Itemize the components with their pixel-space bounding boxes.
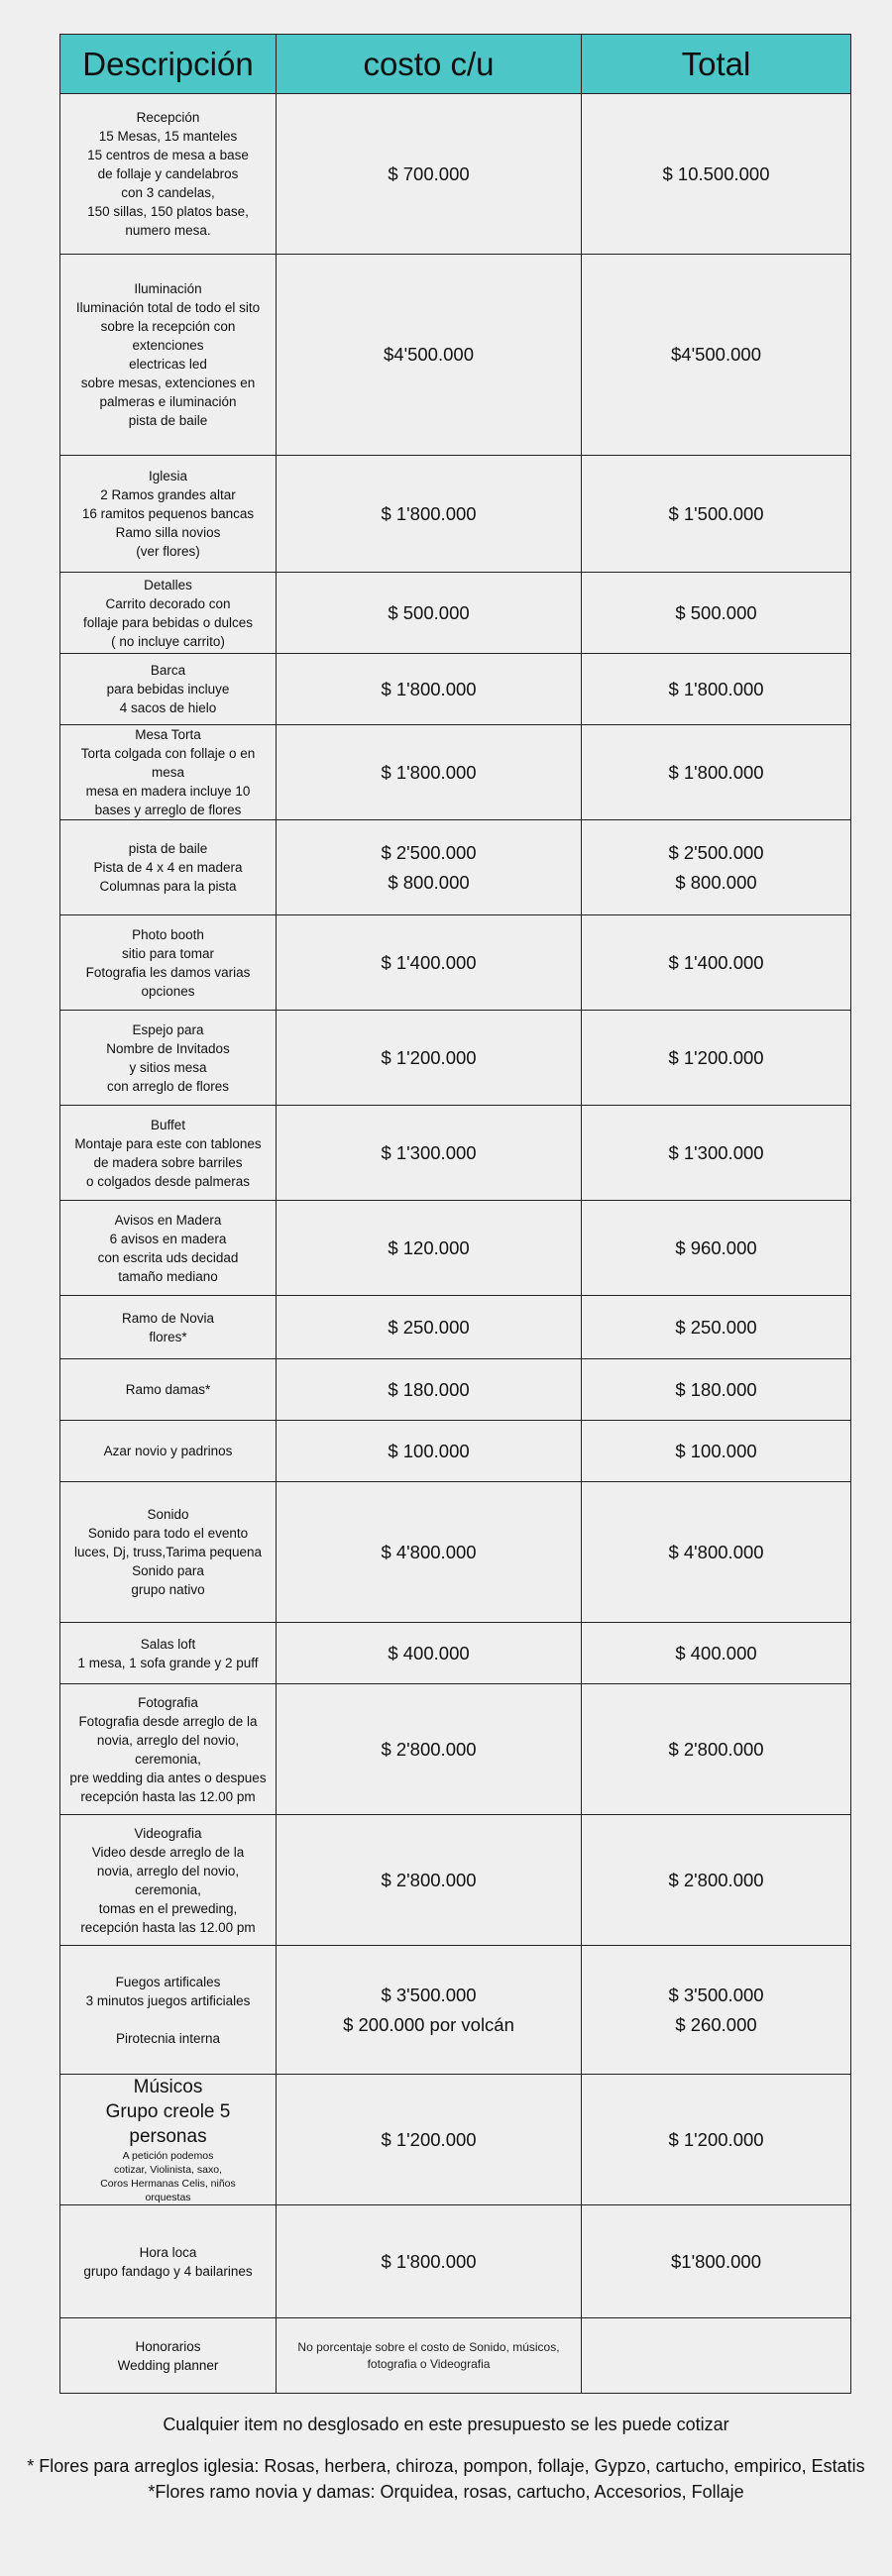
description-line: Hora loca [139,2244,197,2260]
table-row [60,1684,851,1815]
unit-cost-value: $ 1'400.000 [381,951,477,973]
description-cell [60,2318,277,2394]
description-line: 15 Mesas, 15 manteles [98,129,238,144]
description-line: follaje para bebidas o dulces [82,614,254,630]
unit-cost-cell [277,2075,582,2205]
description-line: Iluminación [134,281,202,296]
total-cell [582,725,851,820]
description-line: novia, arreglo del novio, ceremonia, [96,1863,240,1897]
total-cell [582,2318,851,2394]
unit-cost-value: $ 1'300.000 [381,1141,477,1163]
description-cell [60,725,277,820]
description-line: para bebidas incluye [106,682,230,697]
unit-cost-cell [277,1946,582,2075]
unit-cost-cell [277,573,582,654]
table-row [60,1106,851,1201]
unit-cost-cell [277,820,582,915]
unit-cost-cell [277,1106,582,1201]
description-line: Fotografia [138,1694,198,1710]
table-row [60,456,851,573]
total-cell [582,654,851,725]
description-cell [60,1421,277,1482]
description-line: sitio para tomar [121,945,215,961]
budget-table [59,34,851,2394]
description-cell [60,1623,277,1684]
total-value: $ 400.000 [675,1642,757,1664]
table-row [60,1815,851,1946]
description-line: 3 minutos juegos artificiales [85,1992,251,2008]
description-line: de follaje y candelabros [97,166,239,181]
table-row [60,1296,851,1359]
table-row [60,1011,851,1106]
unit-cost-cell [277,1684,582,1815]
table-row [60,915,851,1011]
unit-cost-value: $ 2'500.000 [381,841,477,863]
unit-cost-value: $ 400.000 [388,1642,470,1664]
total-cell [582,1684,851,1815]
total-cell [582,1106,851,1201]
total-cell [582,1421,851,1482]
description-cell [60,1296,277,1359]
footer-flores-iglesia: * Flores para arreglos iglesia: Rosas, herbera, chiroza, pompon, follaje, Gypzo, cartucho, empirico, Estatis [27,2456,865,2476]
description-cell [60,1946,277,2075]
description-line: numero mesa. [125,223,211,238]
total-value: $ 2'800.000 [668,1738,764,1760]
unit-cost-cell [277,94,582,255]
description-line: Wedding planner [117,2357,219,2373]
description-line: Espejo para [132,1021,204,1037]
description-line: grupo fandago y 4 bailarines [83,2263,253,2279]
unit-cost-cell [277,725,582,820]
description-cell [60,1011,277,1106]
description-line: de madera sobre barriles [93,1154,243,1170]
table-row [60,1946,851,2075]
description-cell [60,915,277,1011]
total-cell [582,1296,851,1359]
description-line: Honorarios [135,2338,201,2354]
note-cell: No porcentaje sobre el costo de Sonido, músicos, fotografia o Videografia [277,2318,582,2394]
description-line: flores* [149,1329,187,1344]
description-line: Pirotecnia interna [115,2030,221,2046]
description-line: 16 ramitos pequenos bancas [81,506,255,521]
total-value: $ 10.500.000 [662,162,770,184]
total-cell [582,456,851,573]
total-value: $ 100.000 [675,1440,757,1461]
description-line: Ramo silla novios [115,525,221,540]
description-cell [60,1201,277,1296]
unit-cost-cell [277,1296,582,1359]
description-line: Barca [150,663,186,678]
description-cell [60,1815,277,1946]
table-row [60,1421,851,1482]
description-cell [60,456,277,573]
description-subline: orquestas [145,2192,191,2203]
header-descripcion: Descripción [60,35,277,94]
total-value: $ 500.000 [675,601,757,623]
total-cell [582,1359,851,1421]
total-value: $ 1'300.000 [668,1141,764,1163]
description-line: Video desde arreglo de la [91,1844,245,1860]
table-row [60,654,851,725]
description-line: Fuegos artificales [115,1974,221,1989]
unit-cost-value: $ 2'800.000 [381,1869,477,1890]
description-line: Avisos en Madera [114,1212,222,1228]
total-value: $ 180.000 [675,1378,757,1400]
description-line: 2 Ramos grandes altar [100,487,236,502]
description-line: bases y arreglo de flores [94,803,242,817]
unit-cost-cell [277,1359,582,1421]
description-subline: A petición podemos [122,2150,214,2162]
description-line: 4 sacos de hielo [119,700,217,715]
total-value: $ 1'800.000 [668,761,764,783]
table-row [60,1482,851,1623]
description-line: 15 centros de mesa a base [87,148,249,162]
footer-note: Cualquier item no desglosado en este presupuesto se les puede cotizar [163,2415,729,2434]
unit-cost-cell [277,1815,582,1946]
table-row [60,1359,851,1421]
budget-rows [60,94,851,2394]
description-line: con 3 candelas, [121,185,215,200]
total-value: $ 800.000 [675,871,757,893]
header-costo: costo c/u [277,35,582,94]
total-value: $ 250.000 [675,1316,757,1338]
description-line: mesa en madera incluye 10 [85,784,251,799]
description-line: con escrita uds decidad [97,1249,239,1265]
description-subline: cotizar, Violinista, saxo, [114,2164,222,2176]
description-line: con arreglo de flores [106,1078,230,1094]
description-cell [60,2075,277,2205]
unit-cost-value: $ 180.000 [388,1378,470,1400]
description-line: tomas en el preweding, [98,1900,238,1916]
unit-cost-value: $ 500.000 [388,601,470,623]
description-line: 1 mesa, 1 sofa grande y 2 puff [77,1655,259,1670]
footer-flores-ramo: *Flores ramo novia y damas: Orquidea, rosas, cartucho, Accesorios, Follaje [148,2482,744,2502]
description-subline: Coros Hermanas Celis, niños [100,2178,236,2190]
description-cell [60,2205,277,2318]
unit-cost-cell [277,456,582,573]
header-row [60,35,851,94]
table-row [60,2205,851,2318]
unit-cost-value: $ 1'800.000 [381,502,477,524]
description-line: Mesa Torta [135,727,201,742]
unit-cost-value: $ 1'200.000 [381,2128,477,2150]
unit-cost-cell [277,1623,582,1684]
table-row [60,1201,851,1296]
table-row [60,1623,851,1684]
unit-cost-value: $ 200.000 por volcán [343,2013,514,2035]
description-line: Azar novio y padrinos [103,1444,233,1458]
unit-cost-cell [277,1482,582,1623]
total-value: $ 1'200.000 [668,1046,764,1068]
description-line: Torta colgada con follaje o en mesa [80,746,256,780]
description-line: Iglesia [148,469,188,483]
description-line: novia, arreglo del novio, ceremonia, [96,1732,240,1767]
total-cell [582,1011,851,1106]
total-cell [582,2075,851,2205]
description-cell [60,1684,277,1815]
description-cell [60,573,277,654]
description-line: pista de baile [128,413,208,428]
description-cell [60,1106,277,1201]
description-line: recepción hasta las 12.00 pm [80,1919,256,1935]
unit-cost-cell [277,255,582,456]
table-row [60,2318,851,2394]
total-value: $ 960.000 [675,1236,757,1258]
description-line: pre wedding dia antes o despues [69,1770,267,1785]
unit-cost-value: $ 1'800.000 [381,761,477,783]
total-value: $ 260.000 [675,2013,757,2035]
unit-cost-value: $ 250.000 [388,1316,470,1338]
total-cell [582,915,851,1011]
unit-cost-value: $ 3'500.000 [381,1984,477,2005]
header-total: Total [582,35,851,94]
description-line: Buffet [150,1117,186,1132]
total-cell [582,1482,851,1623]
unit-cost-value: $ 1'800.000 [381,2250,477,2272]
total-value: $ 4'800.000 [668,1541,764,1562]
description-line [64,2010,272,2029]
description-line: Iluminación total de todo el sito [75,300,261,315]
total-value: $1'800.000 [671,2250,761,2272]
table-row [60,255,851,456]
total-value: $ 2'500.000 [668,841,764,863]
description-line: Fotografia desde arreglo de la [78,1713,258,1729]
description-line: y sitios mesa [129,1059,207,1075]
unit-cost-value: $4'500.000 [384,344,474,365]
description-cell [60,255,277,456]
total-cell [582,2205,851,2318]
table-row [60,94,851,255]
total-cell [582,1201,851,1296]
unit-cost-cell [277,1011,582,1106]
total-cell [582,820,851,915]
description-line: grupo nativo [131,1582,205,1597]
description-cell [60,94,277,255]
description-line: 150 sillas, 150 platos base, [87,204,249,219]
total-value: $ 1'500.000 [668,502,764,524]
description-line: electricas led [129,357,207,372]
description-cell [60,820,277,915]
description-line: Nombre de Invitados [106,1040,230,1056]
description-line: ( no incluye carrito) [111,633,225,649]
description-cell [60,1359,277,1421]
description-line: recepción hasta las 12.00 pm [80,1788,256,1804]
description-line: Montaje para este con tablones [74,1135,262,1151]
description-line: sobre mesas, extenciones en [80,376,256,390]
table-row [60,2075,851,2205]
description-cell [60,654,277,725]
description-line: Carrito decorado con [105,595,231,611]
total-cell [582,1815,851,1946]
total-cell [582,1623,851,1684]
description-line: Ramo damas* [125,1382,211,1397]
total-value: $4'500.000 [671,344,761,365]
unit-cost-cell [277,1201,582,1296]
description-line: o colgados desde palmeras [85,1173,251,1189]
description-line: Sonido para [132,1563,204,1578]
description-line: sobre la recepción con extenciones [100,319,236,353]
total-cell [582,573,851,654]
total-value: $ 2'800.000 [668,1869,764,1890]
unit-cost-value: $ 1'200.000 [381,1046,477,1068]
unit-cost-value: $ 800.000 [388,871,470,893]
unit-cost-value: $ 1'800.000 [381,678,477,699]
total-value: $ 1'200.000 [668,2128,764,2150]
description-line: Columnas para la pista [99,879,237,894]
table-row [60,573,851,654]
unit-cost-cell [277,1421,582,1482]
unit-cost-value: $ 4'800.000 [381,1541,477,1562]
total-cell [582,255,851,456]
description-line: 6 avisos en madera [109,1231,227,1246]
total-cell [582,94,851,255]
table-row [60,820,851,915]
description-line: luces, Dj, truss,Tarima pequena [73,1545,263,1559]
description-line: Photo booth [132,926,204,942]
description-line: Sonido para todo el evento [87,1526,249,1541]
table-row [60,725,851,820]
description-line: tamaño mediano [118,1268,218,1284]
description-line: Fotografia les damos varias opciones [85,964,251,999]
unit-cost-value: $ 100.000 [388,1440,470,1461]
description-line: palmeras e iluminación [99,394,237,409]
unit-cost-value: $ 700.000 [388,162,470,184]
description-line: Ramo de Novia [121,1310,215,1326]
description-cell [60,1482,277,1623]
unit-cost-value: $ 120.000 [388,1236,470,1258]
total-value: $ 1'400.000 [668,951,764,973]
description-line: Músicos [133,2077,203,2097]
description-line: Salas loft [140,1636,196,1652]
description-line: Detalles [144,577,192,592]
description-line: Grupo creole 5 personas [105,2101,231,2147]
description-line: pista de baile [128,841,208,856]
total-value: $ 3'500.000 [668,1984,764,2005]
description-line: (ver flores) [136,544,200,559]
unit-cost-cell [277,2205,582,2318]
total-value: $ 1'800.000 [668,678,764,699]
description-line: Pista de 4 x 4 en madera [93,860,243,875]
description-line: Videografia [134,1825,202,1841]
description-line: Sonido [147,1507,189,1522]
total-cell [582,1946,851,2075]
unit-cost-cell [277,654,582,725]
description-line: Recepción [136,110,200,125]
unit-cost-value: $ 2'800.000 [381,1738,477,1760]
unit-cost-cell [277,915,582,1011]
